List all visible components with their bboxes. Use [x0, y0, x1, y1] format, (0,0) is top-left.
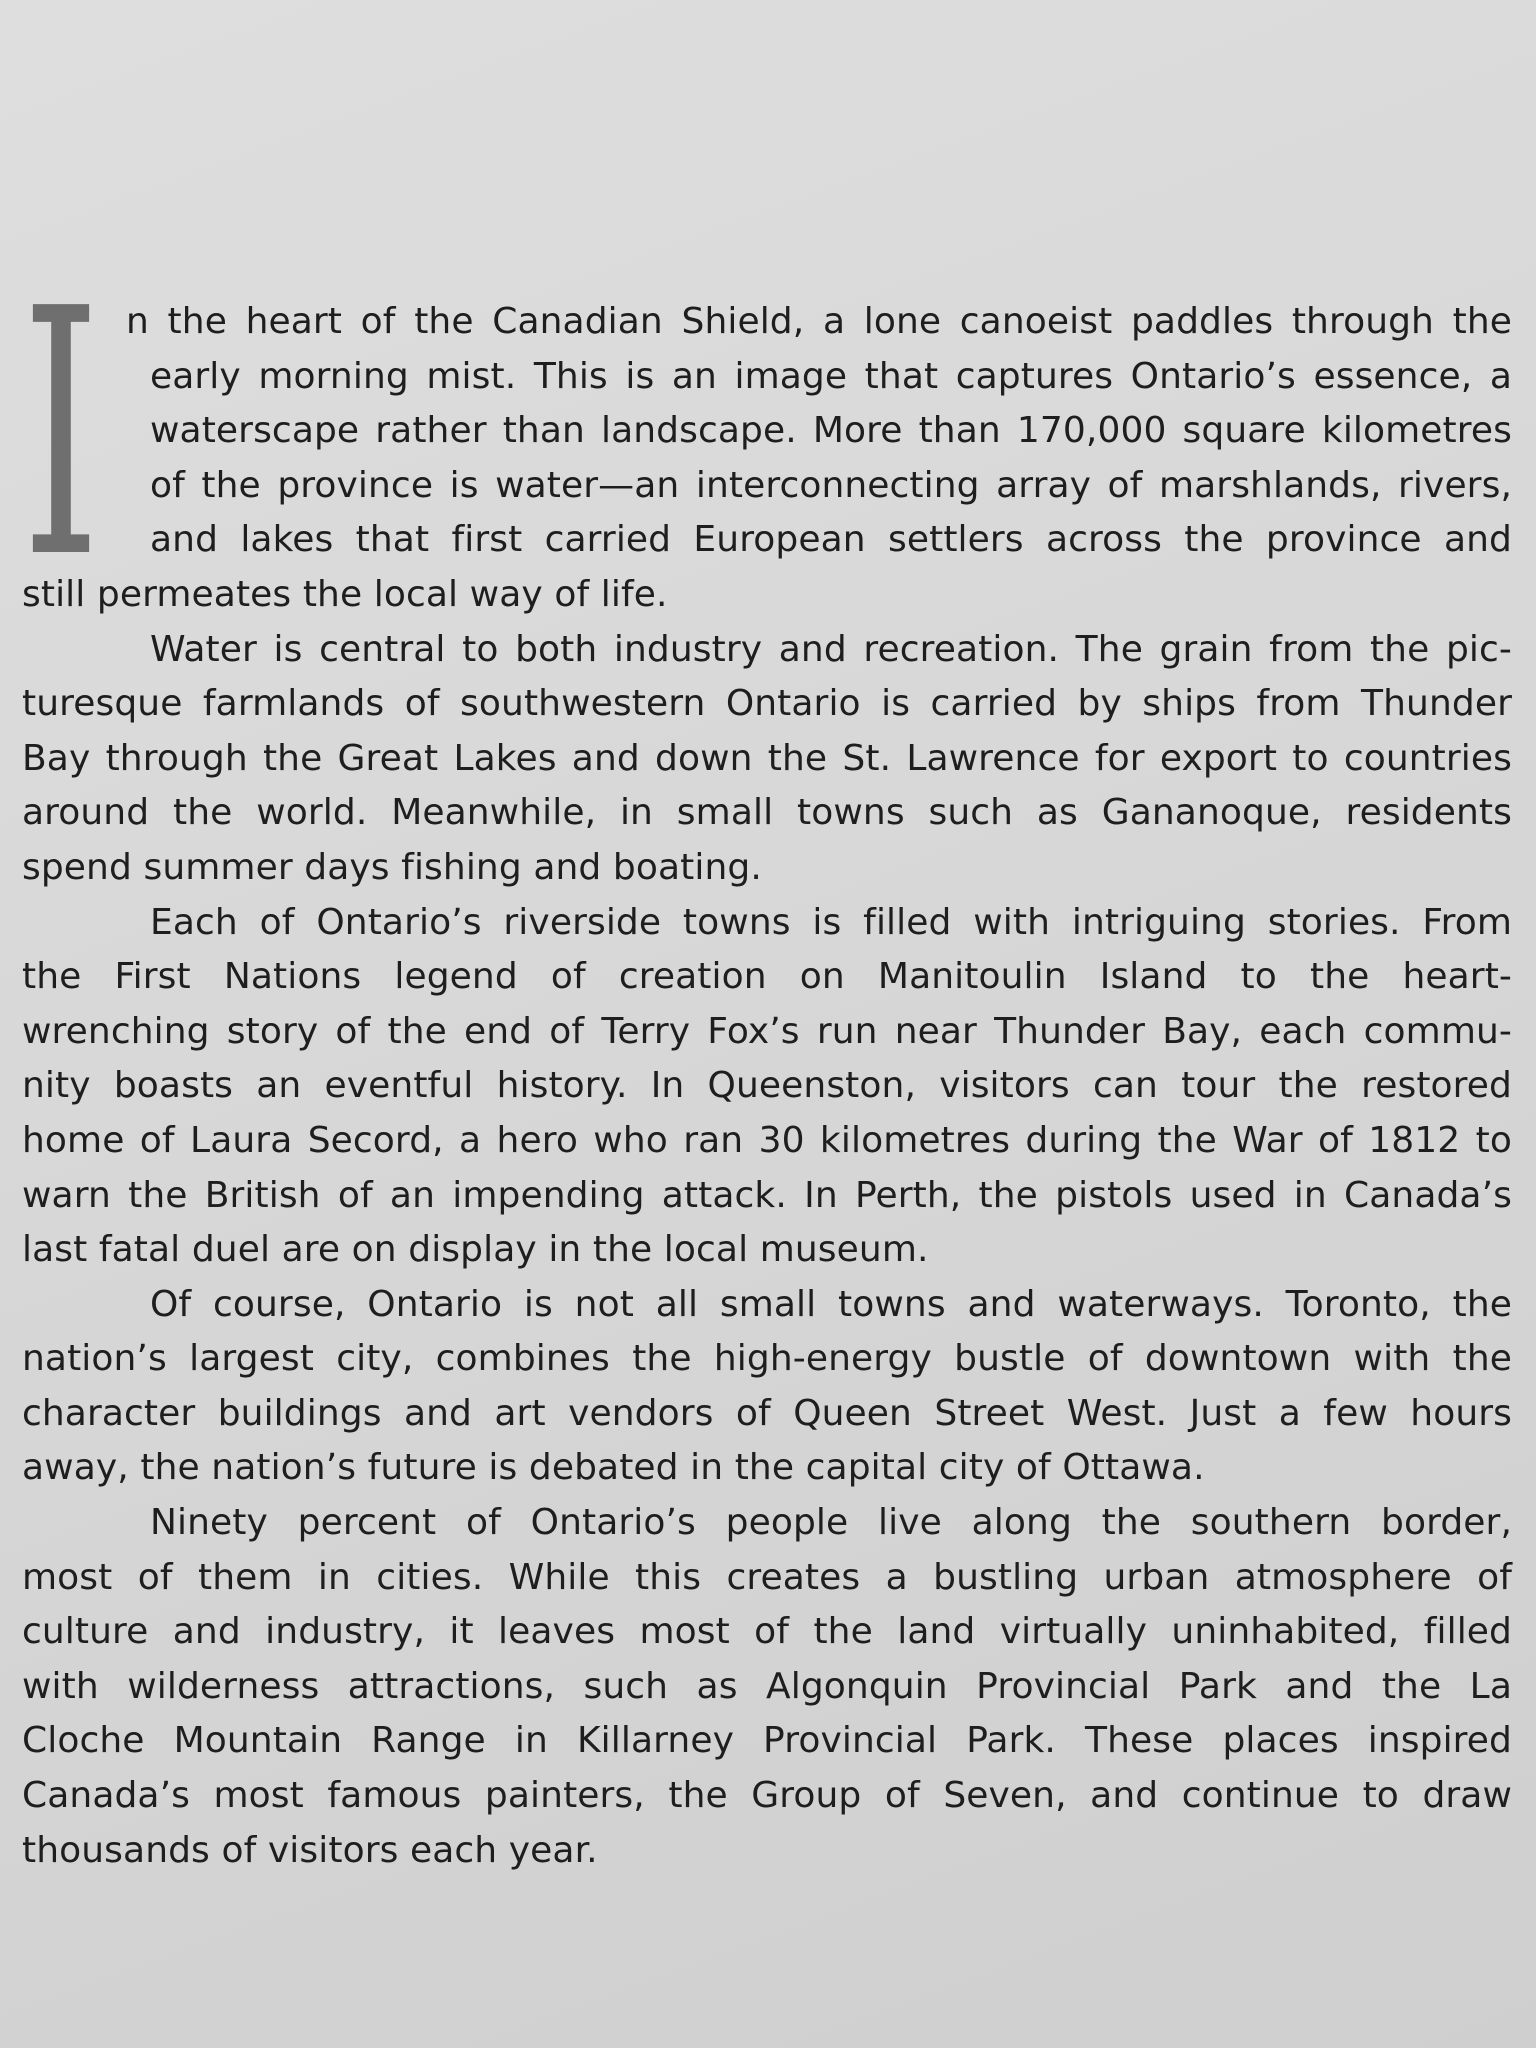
text-line: still permeates the local way of life.: [22, 573, 668, 615]
text-line: around the world. Meanwhile, in small towns such as Gananoque, residents: [22, 792, 1512, 834]
text-line: warn the British of an impending attack. In Perth, the pistols used in Canada’s: [22, 1174, 1512, 1216]
text-line: character buildings and art vendors of Queen Street West. Just a few hours: [22, 1392, 1512, 1434]
text-line: Canada’s most famous painters, the Group of Seven, and continue to draw: [22, 1775, 1512, 1817]
text-line: thousands of visitors each year.: [22, 1829, 598, 1871]
text-line: away, the nation’s future is debated in the capital city of Ottawa.: [22, 1447, 1205, 1489]
text-line: Bay through the Great Lakes and down the St. Lawrence for export to countries: [22, 737, 1512, 779]
svg-text:I: I: [22, 237, 100, 633]
text-line: spend summer days fishing and boating.: [22, 846, 762, 888]
text-line: waterscape rather than landscape. More than 170,000 square kilometres: [150, 410, 1512, 452]
text-line: Cloche Mountain Range in Killarney Provincial Park. These places inspired: [22, 1720, 1512, 1762]
text-line: culture and industry, it leaves most of the land virtually uninhabited, filled: [22, 1611, 1512, 1653]
text-line: and lakes that first carried European settlers across the province and: [150, 519, 1512, 561]
text-line: of the province is water—an interconnecting array of marshlands, rivers,: [150, 464, 1512, 506]
body-text: [22, 295, 1512, 1878]
text-line: most of them in cities. While this creates a bustling urban atmosphere of: [22, 1556, 1512, 1598]
text-line: nation’s largest city, combines the high-energy bustle of downtown with the: [22, 1338, 1512, 1380]
text-line: Water is central to both industry and recreation. The grain from the pic-: [150, 628, 1512, 670]
text-line: Ninety percent of Ontario’s people live along the southern border,: [150, 1502, 1512, 1544]
text-line: home of Laura Secord, a hero who ran 30 kilometres during the War of 1812 to: [22, 1119, 1512, 1161]
text-line: nity boasts an eventful history. In Queenston, visitors can tour the restored: [22, 1065, 1512, 1107]
text-line: with wilderness attractions, such as Algonquin Provincial Park and the La: [22, 1665, 1512, 1707]
text-line: wrenching story of the end of Terry Fox’s run near Thunder Bay, each commu-: [22, 1010, 1512, 1052]
text-line: the First Nations legend of creation on Manitoulin Island to the heart-: [22, 956, 1512, 998]
text-line: n the heart of the Canadian Shield, a lone canoeist paddles through the: [126, 301, 1512, 342]
text-line: Of course, Ontario is not all small towns and waterways. Toronto, the: [150, 1283, 1512, 1325]
text-line: early morning mist. This is an image that captures Ontario’s essence, a: [150, 355, 1512, 397]
text-line: last fatal duel are on display in the local museum.: [22, 1229, 929, 1271]
text-line: Each of Ontario’s riverside towns is filled with intriguing stories. From: [150, 901, 1512, 943]
text-line: turesque farmlands of southwestern Ontario is carried by ships from Thunder: [22, 683, 1512, 725]
